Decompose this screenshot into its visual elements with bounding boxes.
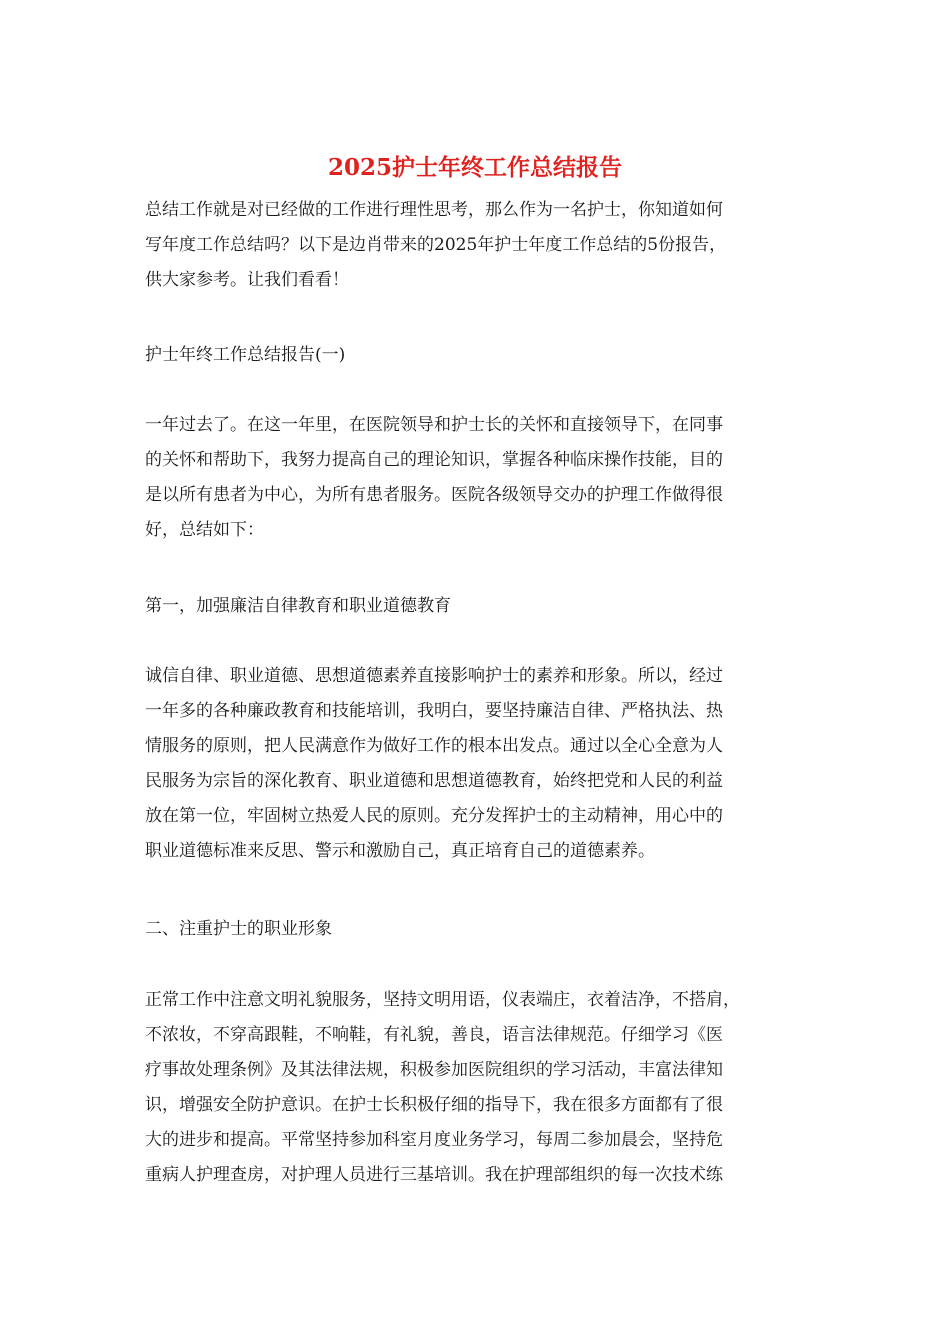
paragraph-line: 不浓妆，不穿高跟鞋，不响鞋，有礼貌，善良，语言法律规范。仔细学习《医 (145, 1025, 723, 1045)
paragraph-line: 一年过去了。在这一年里，在医院领导和护士长的关怀和直接领导下，在同事 (145, 415, 723, 435)
paragraph-1 (145, 408, 810, 548)
paragraph-line: 的关怀和帮助下，我努力提高自己的理论知识，掌握各种临床操作技能，目的 (145, 450, 723, 470)
intro-line: 供大家参考。让我们看看！ (145, 270, 349, 290)
paragraph-3 (145, 983, 810, 1193)
report-heading-text: 护士年终工作总结报告(一) (145, 345, 346, 365)
paragraph-line: 放在第一位，牢固树立热爱人民的原则。充分发挥护士的主动精神，用心中的 (145, 806, 723, 826)
paragraph-line: 好，总结如下： (145, 520, 264, 540)
paragraph-line: 情服务的原则，把人民满意作为做好工作的根本出发点。通过以全心全意为人 (145, 736, 723, 756)
section-heading-text: 第一，加强廉洁自律教育和职业道德教育 (145, 596, 451, 616)
paragraph-line: 职业道德标准来反思、警示和激励自己，真正培育自己的道德素养。 (145, 841, 655, 861)
paragraph-line: 诚信自律、职业道德、思想道德素养直接影响护士的素养和形象。所以，经过 (145, 666, 723, 686)
paragraph-line: 民服务为宗旨的深化教育、职业道德和思想道德教育，始终把党和人民的利益 (145, 771, 723, 791)
section-2-heading (145, 912, 810, 947)
paragraph-line: 疗事故处理条例》及其法律法规，积极参加医院组织的学习活动，丰富法律知 (145, 1060, 723, 1080)
paragraph-line: 是以所有患者为中心，为所有患者服务。医院各级领导交办的护理工作做得很 (145, 485, 723, 505)
paragraph-line: 识，增强安全防护意识。在护士长积极仔细的指导下，我在很多方面都有了很 (145, 1095, 723, 1115)
paragraph-2 (145, 659, 810, 869)
section-1-heading (145, 589, 810, 624)
paragraph-line: 正常工作中注意文明礼貌服务，坚持文明用语，仪表端庄，衣着洁净，不搭肩， (145, 990, 740, 1010)
paragraph-line: 大的进步和提高。平常坚持参加科室月度业务学习，每周二参加晨会，坚持危 (145, 1130, 723, 1150)
intro-paragraph (145, 193, 810, 298)
intro-line: 写年度工作总结吗？以下是边肖带来的2025年护士年度工作总结的5份报告， (145, 235, 727, 255)
report-heading (145, 338, 810, 373)
section-heading-text: 二、注重护士的职业形象 (145, 919, 332, 939)
document-title: 2025护士年终工作总结报告 (327, 154, 622, 181)
paragraph-line: 重病人护理查房，对护理人员进行三基培训。我在护理部组织的每一次技术练 (145, 1165, 723, 1185)
intro-line: 总结工作就是对已经做的工作进行理性思考，那么作为一名护士，你知道如何 (145, 200, 723, 220)
paragraph-line: 一年多的各种廉政教育和技能培训，我明白，要坚持廉洁自律、严格执法、热 (145, 701, 723, 721)
